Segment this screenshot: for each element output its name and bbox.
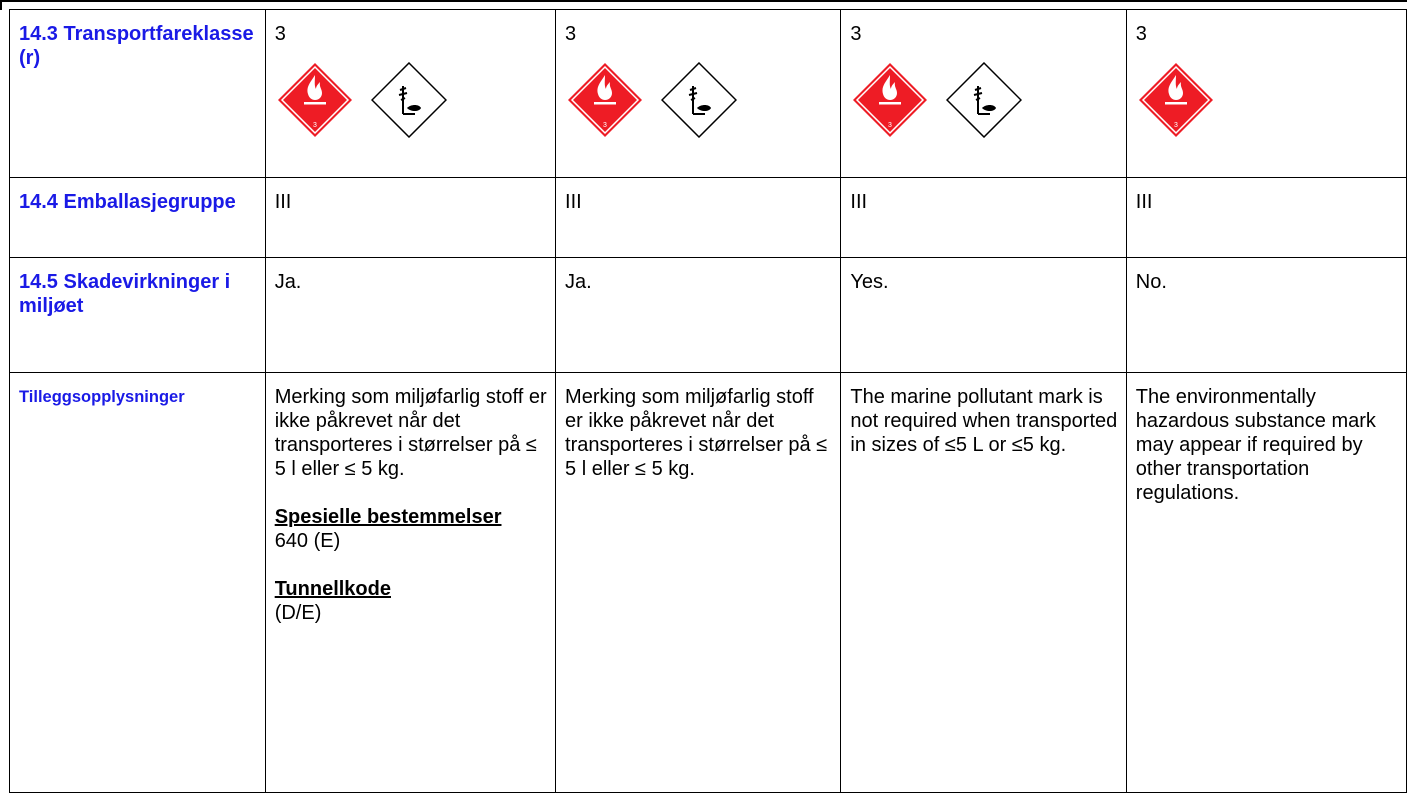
table-row xyxy=(10,258,1407,373)
flammable-liquid-icon xyxy=(277,62,353,144)
packing-group-cell: III xyxy=(1126,178,1406,258)
svg-text:3: 3 xyxy=(1173,122,1178,129)
svg-text:3: 3 xyxy=(888,122,893,129)
environmental-hazard-icon xyxy=(946,62,1022,144)
special-provisions-heading: Spesielle bestemmelser xyxy=(274,506,502,528)
env-hazard-cell: Yes. xyxy=(841,258,1126,373)
flammable-liquid-icon xyxy=(1138,62,1214,144)
packing-group-cell: III xyxy=(841,178,1126,258)
class-value: 3 xyxy=(274,23,286,45)
row-label: 14.3 Transportfareklasse (r) xyxy=(10,10,266,178)
page-left-stub xyxy=(0,0,2,10)
additional-info-text: Merking som miljøfarlig stoff er ikke påkrevet når det transporteres i størrelser på ≤ 5 l eller ≤ 5 kg. xyxy=(274,386,547,480)
packing-group-cell: III xyxy=(556,178,841,258)
table-row xyxy=(10,10,1407,178)
special-provisions-value: 640 (E) xyxy=(274,530,341,552)
class-value: 3 xyxy=(850,23,862,45)
tunnel-code-value: (D/E) xyxy=(274,602,322,624)
page-top-border xyxy=(0,0,1407,2)
additional-info-cell xyxy=(265,373,555,793)
table-row xyxy=(10,373,1407,793)
svg-text:3: 3 xyxy=(603,122,607,129)
additional-info-cell: The environmentally hazardous substance mark may appear if required by other transportation regulations. xyxy=(1126,373,1406,793)
svg-text:3: 3 xyxy=(312,122,317,129)
env-hazard-cell: No. xyxy=(1126,258,1406,373)
additional-info-cell: The marine pollutant mark is not required when transported in sizes of ≤5 L or ≤5 kg. xyxy=(841,373,1126,793)
environmental-hazard-icon xyxy=(371,62,447,144)
flammable-liquid-icon xyxy=(852,62,928,144)
class-cell xyxy=(265,10,555,178)
env-hazard-cell: Ja. xyxy=(265,258,555,373)
transport-info-table xyxy=(9,9,1407,793)
packing-group-cell: III xyxy=(265,178,555,258)
row-label: Tilleggsopplysninger xyxy=(10,373,266,793)
class-value: 3 xyxy=(565,23,577,45)
class-cell xyxy=(841,10,1126,178)
class-cell xyxy=(556,10,841,178)
environmental-hazard-icon xyxy=(661,62,737,144)
class-value: 3 xyxy=(1135,23,1147,45)
table-row xyxy=(10,178,1407,258)
additional-info-cell: Merking som miljøfarlig stoff er ikke påkrevet når det transporteres i størrelser på ≤ 5 l eller ≤ 5 kg. xyxy=(556,373,841,793)
tunnel-code-heading: Tunnellkode xyxy=(274,578,391,600)
class-cell xyxy=(1126,10,1406,178)
row-label: 14.4 Emballasjegruppe xyxy=(10,178,266,258)
row-label: 14.5 Skadevirkninger i miljøet xyxy=(10,258,266,373)
flammable-liquid-icon xyxy=(567,62,643,144)
env-hazard-cell: Ja. xyxy=(556,258,841,373)
